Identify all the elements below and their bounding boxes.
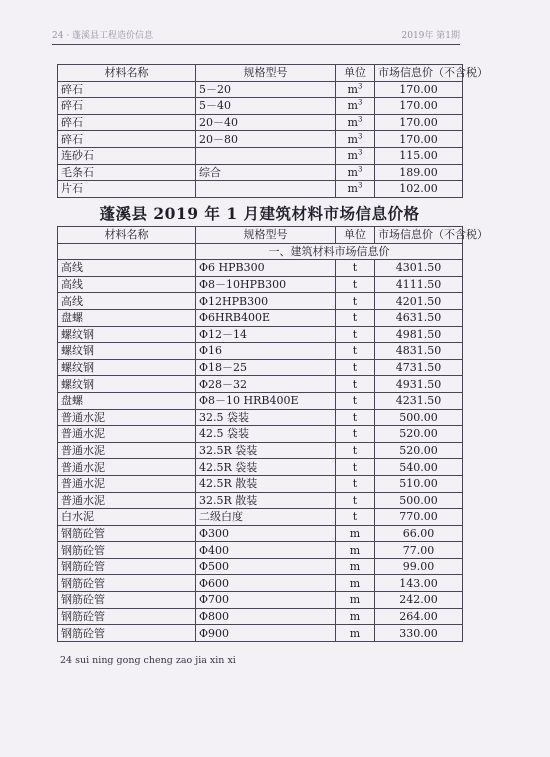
material-name-cell: 盘螺: [58, 392, 196, 409]
table-row: [58, 525, 463, 542]
spec-cell: Φ500: [196, 558, 336, 575]
table-row: [58, 131, 463, 148]
table-row: [58, 475, 463, 492]
unit-cell: $m^3$: [336, 131, 375, 148]
material-name-cell: 高线: [58, 276, 196, 293]
spec-cell: Φ900: [196, 625, 336, 642]
unit-superscript: 3: [357, 148, 363, 157]
material-name-cell: 高线: [58, 260, 196, 277]
unit-superscript: 3: [357, 82, 363, 91]
material-name-cell: 钢筋砼管: [58, 542, 196, 559]
price-cell: 520.00: [375, 442, 463, 459]
header-rule: [52, 44, 460, 45]
spec-cell: Φ8－10 HRB400E: [196, 392, 336, 409]
material-name-cell: 螺纹钢: [58, 326, 196, 343]
spec-cell: 42.5R 散装: [196, 475, 336, 492]
spec-cell: Φ700: [196, 592, 336, 609]
page-header: [52, 28, 460, 42]
table-row: [58, 575, 463, 592]
price-cell: 77.00: [375, 542, 463, 559]
table-row: [58, 147, 463, 164]
material-name-cell: 连砂石: [58, 147, 196, 164]
spec-cell: 32.5R 散装: [196, 492, 336, 509]
table-row: [58, 608, 463, 625]
material-name-cell: 普通水泥: [58, 409, 196, 426]
table-row: [58, 392, 463, 409]
price-cell: 330.00: [375, 625, 463, 642]
spec-cell: 5－20: [196, 81, 336, 98]
material-name-cell: 普通水泥: [58, 475, 196, 492]
material-name-cell: 螺纹钢: [58, 359, 196, 376]
spec-cell: 20－80: [196, 131, 336, 148]
price-cell: 510.00: [375, 475, 463, 492]
price-cell: 115.00: [375, 147, 463, 164]
price-cell: 143.00: [375, 575, 463, 592]
price-cell: 4111.50: [375, 276, 463, 293]
unit-superscript: 3: [357, 98, 363, 107]
spec-cell: Φ600: [196, 575, 336, 592]
spec-cell: 42.5R 袋装: [196, 459, 336, 476]
price-cell: 102.00: [375, 181, 463, 198]
table-row: [58, 442, 463, 459]
price-cell: 540.00: [375, 459, 463, 476]
price-cell: 170.00: [375, 81, 463, 98]
unit-cell: m: [336, 558, 375, 575]
material-name-cell: 钢筋砼管: [58, 625, 196, 642]
material-name-cell: 螺纹钢: [58, 376, 196, 393]
unit-cell: m: [336, 592, 375, 609]
unit-cell: $m^3$: [336, 164, 375, 181]
unit-cell: t: [336, 309, 375, 326]
unit-cell: m: [336, 575, 375, 592]
table-row: [58, 276, 463, 293]
spec-cell: Φ12－14: [196, 326, 336, 343]
price-cell: 4231.50: [375, 392, 463, 409]
unit-cell: t: [336, 442, 375, 459]
unit-cell: m: [336, 542, 375, 559]
unit-cell: t: [336, 376, 375, 393]
price-cell: 520.00: [375, 426, 463, 443]
material-name-cell: 毛条石: [58, 164, 196, 181]
price-cell: 4201.50: [375, 293, 463, 310]
price-cell: 170.00: [375, 114, 463, 131]
table-row: [58, 625, 463, 642]
table-row: [58, 98, 463, 115]
table-row: [58, 309, 463, 326]
material-name-cell: 螺纹钢: [58, 343, 196, 360]
spec-cell: 32.5 袋装: [196, 409, 336, 426]
unit-cell: t: [336, 343, 375, 360]
unit-cell: m: [336, 625, 375, 642]
col-header-unit: 单位: [336, 65, 375, 82]
spec-cell: Φ16: [196, 343, 336, 360]
unit-cell: $m^3$: [336, 147, 375, 164]
col-header-price: 市场信息价（不含税）: [375, 65, 463, 82]
price-cell: 170.00: [375, 131, 463, 148]
price-cell: 4301.50: [375, 260, 463, 277]
material-name-cell: 白水泥: [58, 509, 196, 526]
table-row: [58, 592, 463, 609]
page-footer: 24 sui ning gong cheng zao jia xin xi: [60, 655, 236, 666]
unit-cell: t: [336, 276, 375, 293]
spec-cell: Φ28－32: [196, 376, 336, 393]
table-header-row: [58, 227, 463, 244]
price-cell: 170.00: [375, 98, 463, 115]
price-cell: 4731.50: [375, 359, 463, 376]
table-row: [58, 260, 463, 277]
unit-cell: m: [336, 525, 375, 542]
price-cell: 770.00: [375, 509, 463, 526]
unit-superscript: 3: [357, 181, 363, 190]
price-cell: 4931.50: [375, 376, 463, 393]
section-empty-cell: [58, 243, 196, 260]
table-row: [58, 81, 463, 98]
table-row: [58, 359, 463, 376]
section-row: [58, 243, 463, 260]
unit-superscript: 3: [357, 165, 363, 174]
material-name-cell: 普通水泥: [58, 426, 196, 443]
table-row: [58, 343, 463, 360]
header-left-text: 24 · 蓬溪县工程造价信息: [52, 31, 154, 41]
material-name-cell: 碎石: [58, 131, 196, 148]
material-name-cell: 普通水泥: [58, 492, 196, 509]
unit-cell: t: [336, 475, 375, 492]
spec-cell: 综合: [196, 164, 336, 181]
spec-cell: Φ18－25: [196, 359, 336, 376]
unit-cell: $m^3$: [336, 181, 375, 198]
table-row: [58, 492, 463, 509]
table-row: [58, 376, 463, 393]
table-row: [58, 509, 463, 526]
price-cell: 500.00: [375, 492, 463, 509]
table-row: [58, 558, 463, 575]
col-header-spec: 规格型号: [196, 65, 336, 82]
unit-cell: t: [336, 359, 375, 376]
col-header-price: 市场信息价（不含税）: [375, 227, 463, 244]
unit-cell: t: [336, 326, 375, 343]
material-name-cell: 钢筋砼管: [58, 575, 196, 592]
spec-cell: 32.5R 袋装: [196, 442, 336, 459]
table-header-row: [58, 65, 463, 82]
price-cell: 242.00: [375, 592, 463, 609]
col-header-unit: 单位: [336, 227, 375, 244]
unit-cell: m: [336, 608, 375, 625]
unit-cell: t: [336, 492, 375, 509]
price-cell: 4981.50: [375, 326, 463, 343]
material-name-cell: 钢筋砼管: [58, 608, 196, 625]
price-table-materials: [57, 226, 488, 642]
table-row: [58, 164, 463, 181]
section-title: 一、建筑材料市场信息价: [196, 243, 463, 260]
col-header-name: 材料名称: [58, 65, 196, 82]
unit-cell: t: [336, 293, 375, 310]
material-name-cell: 钢筋砼管: [58, 558, 196, 575]
spec-cell: 42.5 袋装: [196, 426, 336, 443]
spec-cell: [196, 181, 336, 198]
price-cell: 99.00: [375, 558, 463, 575]
spec-cell: 5－40: [196, 98, 336, 115]
col-header-spec: 规格型号: [196, 227, 336, 244]
spec-cell: Φ8－10HPB300: [196, 276, 336, 293]
price-cell: 66.00: [375, 525, 463, 542]
material-name-cell: 钢筋砼管: [58, 592, 196, 609]
table-row: [58, 326, 463, 343]
spec-cell: Φ6HRB400E: [196, 309, 336, 326]
material-name-cell: 碎石: [58, 98, 196, 115]
price-cell: 4831.50: [375, 343, 463, 360]
unit-cell: t: [336, 260, 375, 277]
price-cell: 4631.50: [375, 309, 463, 326]
spec-cell: [196, 147, 336, 164]
table-row: [58, 426, 463, 443]
unit-cell: t: [336, 426, 375, 443]
material-name-cell: 片石: [58, 181, 196, 198]
material-name-cell: 碎石: [58, 114, 196, 131]
unit-cell: $m^3$: [336, 81, 375, 98]
spec-cell: Φ300: [196, 525, 336, 542]
price-cell: 500.00: [375, 409, 463, 426]
table-row: [58, 409, 463, 426]
col-header-name: 材料名称: [58, 227, 196, 244]
unit-superscript: 3: [357, 115, 363, 124]
table-row: [58, 459, 463, 476]
table-row: [58, 181, 463, 198]
table-row: [58, 293, 463, 310]
unit-cell: $m^3$: [336, 98, 375, 115]
material-name-cell: 普通水泥: [58, 459, 196, 476]
table-row: [58, 542, 463, 559]
spec-cell: Φ12HPB300: [196, 293, 336, 310]
price-cell: 189.00: [375, 164, 463, 181]
spec-cell: Φ6 HPB300: [196, 260, 336, 277]
table-title: 蓬溪县 2019 年 1 月建筑材料市场信息价格: [99, 204, 420, 223]
spec-cell: 二级白度: [196, 509, 336, 526]
material-name-cell: 盘螺: [58, 309, 196, 326]
material-name-cell: 普通水泥: [58, 442, 196, 459]
unit-cell: t: [336, 459, 375, 476]
price-table-aggregates: [57, 64, 488, 198]
header-right-text: 2019年 第1期: [401, 31, 460, 41]
spec-cell: Φ400: [196, 542, 336, 559]
unit-cell: t: [336, 409, 375, 426]
spec-cell: 20－40: [196, 114, 336, 131]
table-row: [58, 114, 463, 131]
material-name-cell: 高线: [58, 293, 196, 310]
material-name-cell: 钢筋砼管: [58, 525, 196, 542]
unit-cell: t: [336, 392, 375, 409]
spec-cell: Φ800: [196, 608, 336, 625]
material-name-cell: 碎石: [58, 81, 196, 98]
price-cell: 264.00: [375, 608, 463, 625]
unit-cell: t: [336, 509, 375, 526]
unit-superscript: 3: [357, 132, 363, 141]
unit-cell: $m^3$: [336, 114, 375, 131]
